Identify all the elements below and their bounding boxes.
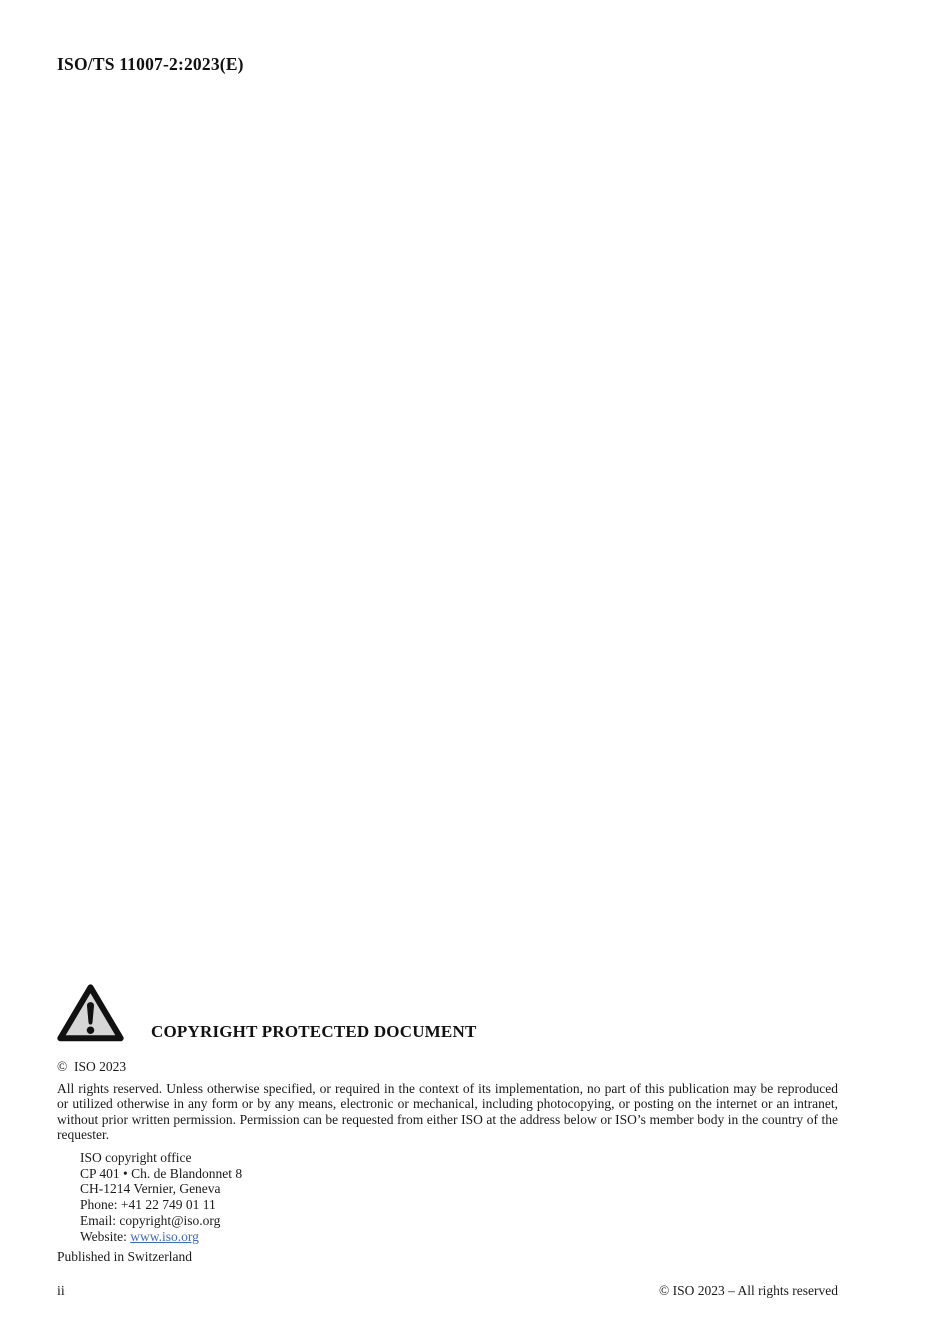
iso-address-block [80, 1150, 838, 1245]
address-city: CH-1214 Vernier, Geneva [80, 1181, 221, 1197]
copyright-year-line: © ISO 2023 [57, 1059, 127, 1074]
footer-page-number: ii [57, 1284, 65, 1299]
address-phone: Phone: +41 22 749 01 11 [80, 1197, 216, 1213]
document-reference-title: ISO/TS 11007-2:2023(E) [57, 54, 244, 74]
page-header [57, 54, 838, 75]
address-website-line [80, 1229, 838, 1245]
warning-triangle-icon [57, 984, 124, 1043]
page-footer [57, 1283, 838, 1300]
copyright-legal-text: All rights reserved. Unless otherwise specified, or required in the context of its implementation, no part of this publication may be reproduced or utilized otherwise in any form or by any means, electronic or mechanical, including photocopying, or posting on the internet or an intranet, without prior written permission. Permission can be requested from either ISO at the address below or ISO’s member body in the country of the requester. [57, 1080, 838, 1143]
address-email: Email: copyright@iso.org [80, 1213, 221, 1229]
address-street: CP 401 • Ch. de Blandonnet 8 [80, 1165, 243, 1181]
copyright-banner-title: COPYRIGHT PROTECTED DOCUMENT [151, 1022, 477, 1041]
footer-copyright-text: © ISO 2023 – All rights reserved [659, 1283, 838, 1298]
copyright-section [57, 984, 838, 1264]
address-office: ISO copyright office [80, 1149, 192, 1165]
iso-website-link[interactable]: www.iso.org [130, 1228, 199, 1244]
copyright-banner [57, 984, 838, 1043]
website-label: Website: [80, 1228, 131, 1244]
published-in-line: Published in Switzerland [57, 1248, 192, 1264]
